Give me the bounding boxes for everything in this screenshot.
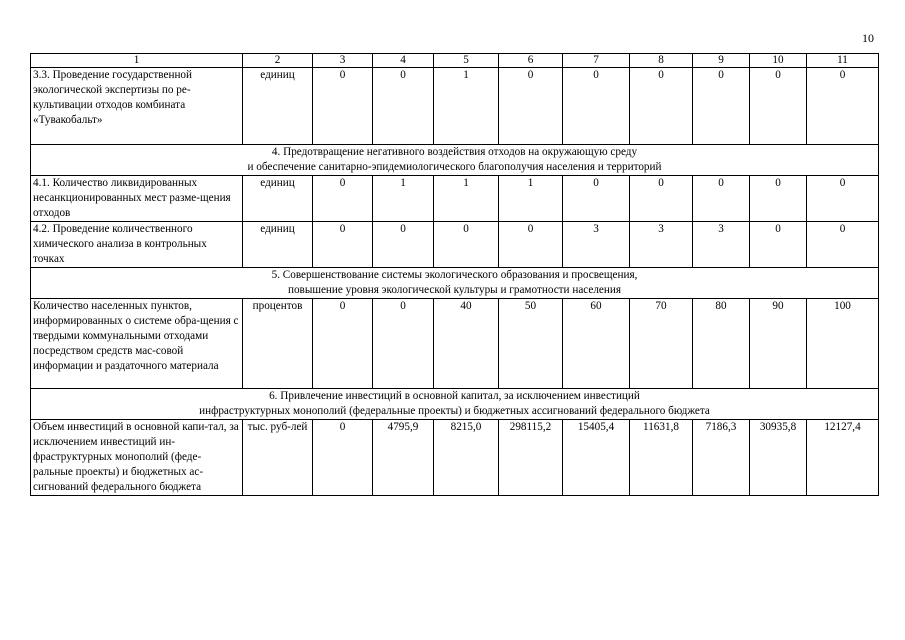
value-cell: 0 [693, 68, 750, 145]
table-row [31, 222, 879, 268]
value-cell: 0 [693, 176, 750, 222]
value-cell: 0 [750, 68, 807, 145]
value-cell: 40 [434, 299, 499, 389]
indicator-label: Объем инвестиций в основной капи-тал, за исключением инвестиций ин-фраструктурных монополий (феде-ральные проекты) и бюджетных ас-сигнований федерального бюджета [31, 420, 243, 496]
section-title [31, 145, 879, 176]
value-cell: 30935,8 [750, 420, 807, 496]
table-row [31, 420, 879, 496]
value-cell: 0 [750, 176, 807, 222]
value-cell: 0 [499, 222, 563, 268]
value-cell: 11631,8 [630, 420, 693, 496]
value-cell: 0 [750, 222, 807, 268]
value-cell: 0 [807, 68, 879, 145]
header-cell: 5 [434, 54, 499, 68]
value-cell: 1 [434, 176, 499, 222]
value-cell: 1 [499, 176, 563, 222]
value-cell: 0 [313, 68, 373, 145]
value-cell: 0 [313, 299, 373, 389]
value-cell: 80 [693, 299, 750, 389]
value-cell: 0 [630, 68, 693, 145]
value-cell: 100 [807, 299, 879, 389]
value-cell: 0 [499, 68, 563, 145]
value-cell: 15405,4 [563, 420, 630, 496]
value-cell: 0 [373, 299, 434, 389]
table-row [31, 68, 879, 145]
value-cell: 4795,9 [373, 420, 434, 496]
unit-cell: процентов [243, 299, 313, 389]
section-row [31, 389, 879, 420]
section-title-line: и обеспечение санитарно-эпидемиологического благополучия населения и территорий [247, 161, 662, 173]
indicators-table [30, 53, 879, 496]
value-cell: 70 [630, 299, 693, 389]
value-cell: 0 [373, 68, 434, 145]
value-cell: 1 [373, 176, 434, 222]
header-row [31, 54, 879, 68]
value-cell: 0 [313, 222, 373, 268]
indicator-label: 4.1. Количество ликвидированных несанкционированных мест разме-щения отходов [31, 176, 243, 222]
value-cell: 3 [630, 222, 693, 268]
section-row [31, 145, 879, 176]
header-cell: 10 [750, 54, 807, 68]
value-cell: 7186,3 [693, 420, 750, 496]
value-cell: 0 [373, 222, 434, 268]
value-cell: 8215,0 [434, 420, 499, 496]
value-cell: 1 [434, 68, 499, 145]
header-cell: 4 [373, 54, 434, 68]
value-cell: 0 [807, 176, 879, 222]
value-cell: 90 [750, 299, 807, 389]
indicator-label: 3.3. Проведение государственной экологической экспертизы по ре-культивации отходов комбината «Тувакобальт» [31, 68, 243, 145]
header-cell: 9 [693, 54, 750, 68]
unit-cell: единиц [243, 68, 313, 145]
value-cell: 0 [313, 176, 373, 222]
section-row [31, 268, 879, 299]
indicator-label: 4.2. Проведение количественного химического анализа в контрольных точках [31, 222, 243, 268]
header-cell: 11 [807, 54, 879, 68]
unit-cell: единиц [243, 176, 313, 222]
value-cell: 0 [313, 420, 373, 496]
value-cell: 60 [563, 299, 630, 389]
header-cell: 6 [499, 54, 563, 68]
indicator-label: Количество населенных пунктов, информированных о системе обра-щения с твердыми коммунальными отходами посредством средств мас-совой информации и раздаточного материала [31, 299, 243, 389]
section-title [31, 268, 879, 299]
section-title-line: 4. Предотвращение негативного воздействия отходов на окружающую среду [271, 146, 638, 158]
unit-cell: единиц [243, 222, 313, 268]
section-title [31, 389, 879, 420]
section-title-line: 6. Привлечение инвестиций в основной капитал, за исключением инвестиций [269, 390, 640, 402]
value-cell: 298115,2 [499, 420, 563, 496]
table-row [31, 299, 879, 389]
header-cell: 3 [313, 54, 373, 68]
value-cell: 0 [563, 68, 630, 145]
header-cell: 7 [563, 54, 630, 68]
header-cell: 1 [31, 54, 243, 68]
value-cell: 3 [693, 222, 750, 268]
value-cell: 3 [563, 222, 630, 268]
value-cell: 0 [807, 222, 879, 268]
unit-cell: тыс. руб-лей [243, 420, 313, 496]
section-title-line: повышение уровня экологической культуры и грамотности населения [287, 284, 622, 296]
section-title-line: инфраструктурных монополий (федеральные проекты) и бюджетных ассигнований федерального бюджета [199, 405, 710, 417]
page-number: 10 [862, 31, 874, 45]
header-cell: 2 [243, 54, 313, 68]
header-cell: 8 [630, 54, 693, 68]
value-cell: 0 [630, 176, 693, 222]
value-cell: 12127,4 [807, 420, 879, 496]
value-cell: 0 [434, 222, 499, 268]
table-row [31, 176, 879, 222]
value-cell: 50 [499, 299, 563, 389]
value-cell: 0 [563, 176, 630, 222]
section-title-line: 5. Совершенствование системы экологического образования и просвещения, [271, 269, 638, 281]
